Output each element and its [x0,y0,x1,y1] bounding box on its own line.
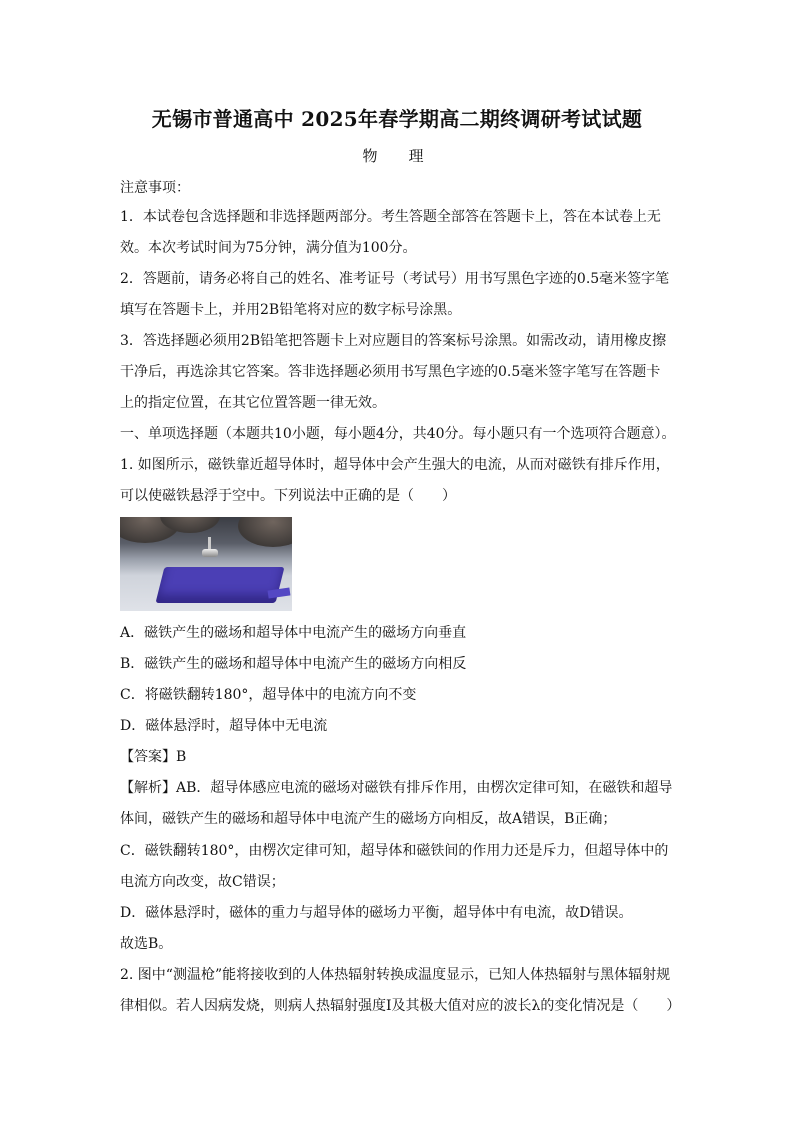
page-title: 无锡市普通高中 2025年春学期高二期终调研考试试题 [151,107,643,131]
question-2-stem: 律相似。若人因病发烧，则病人热辐射强度I及其极大值对应的波长λ的变化情况是（ ） [120,998,681,1014]
option-a: A．磁铁产生的磁场和超导体中电流产生的磁场方向垂直 [120,625,467,641]
notes-line: 1．本试卷包含选择题和非选择题两部分。考生答题全部答在答题卡上，答在本试卷上无 [120,209,661,225]
answer-label: 【答案】B [120,749,187,765]
notes-line: 3．答选择题必须用2B铅笔把答题卡上对应题目的答案标号涂黑。如需改动，请用橡皮擦 [120,333,667,349]
notes-line: 效。本次考试时间为75分钟，满分值为100分。 [120,240,417,256]
analysis-line: C．磁铁翻转180°，由楞次定律可知，超导体和磁铁间的作用力还是斥力，但超导体中的 [120,843,669,859]
notes-line: 上的指定位置，在其它位置答题一律无效。 [120,395,386,411]
superconductor-levitation-photo [120,517,292,611]
analysis-line: 体间，磁铁产生的磁场和超导体中电流产生的磁场方向相反，故A错误，B正确； [120,811,617,827]
analysis-line: 故选B。 [120,936,173,952]
analysis-line: D．磁体悬浮时，磁体的重力与超导体的磁场力平衡，超导体中有电流，故D错误。 [120,905,633,921]
analysis-line: 【解析】AB．超导体感应电流的磁场对磁铁有排斥作用，由楞次定律可知，在磁铁和超导 [120,780,673,796]
notes-line: 填写在答题卡上，并用2B铅笔将对应的数字标号涂黑。 [120,302,462,318]
option-d: D．磁体悬浮时，超导体中无电流 [120,718,328,734]
notes-line: 2．答题前，请务必将自己的姓名、准考证号（考试号）用书写黑色字迹的0.5毫米签字笔 [120,271,670,287]
analysis-line: 电流方向改变，故C错误； [120,874,285,890]
question-1-stem: 可以使磁铁悬浮于空中。下列说法中正确的是（ ） [120,488,456,504]
question-2-stem: 2. 图中“测温枪”能将接收到的人体热辐射转换成温度显示，已知人体热辐射与黑体辐射规 [120,967,671,983]
notes-heading: 注意事项： [120,180,190,196]
option-c: C．将磁铁翻转180°，超导体中的电流方向不变 [120,687,417,703]
subject-label: 物 理 [362,147,432,165]
question-1-stem: 1. 如图所示，磁铁靠近超导体时，超导体中会产生强大的电流，从而对磁铁有排斥作用， [120,457,670,473]
section-heading: 一、单项选择题（本题共10小题，每小题4分，共40分。每小题只有一个选项符合题意）。 [120,426,676,442]
notes-line: 干净后，再选涂其它答案。答非选择题必须用书写黑色字迹的0.5毫米签字笔写在答题卡 [120,364,661,380]
option-b: B．磁铁产生的磁场和超导体中电流产生的磁场方向相反 [120,656,467,672]
